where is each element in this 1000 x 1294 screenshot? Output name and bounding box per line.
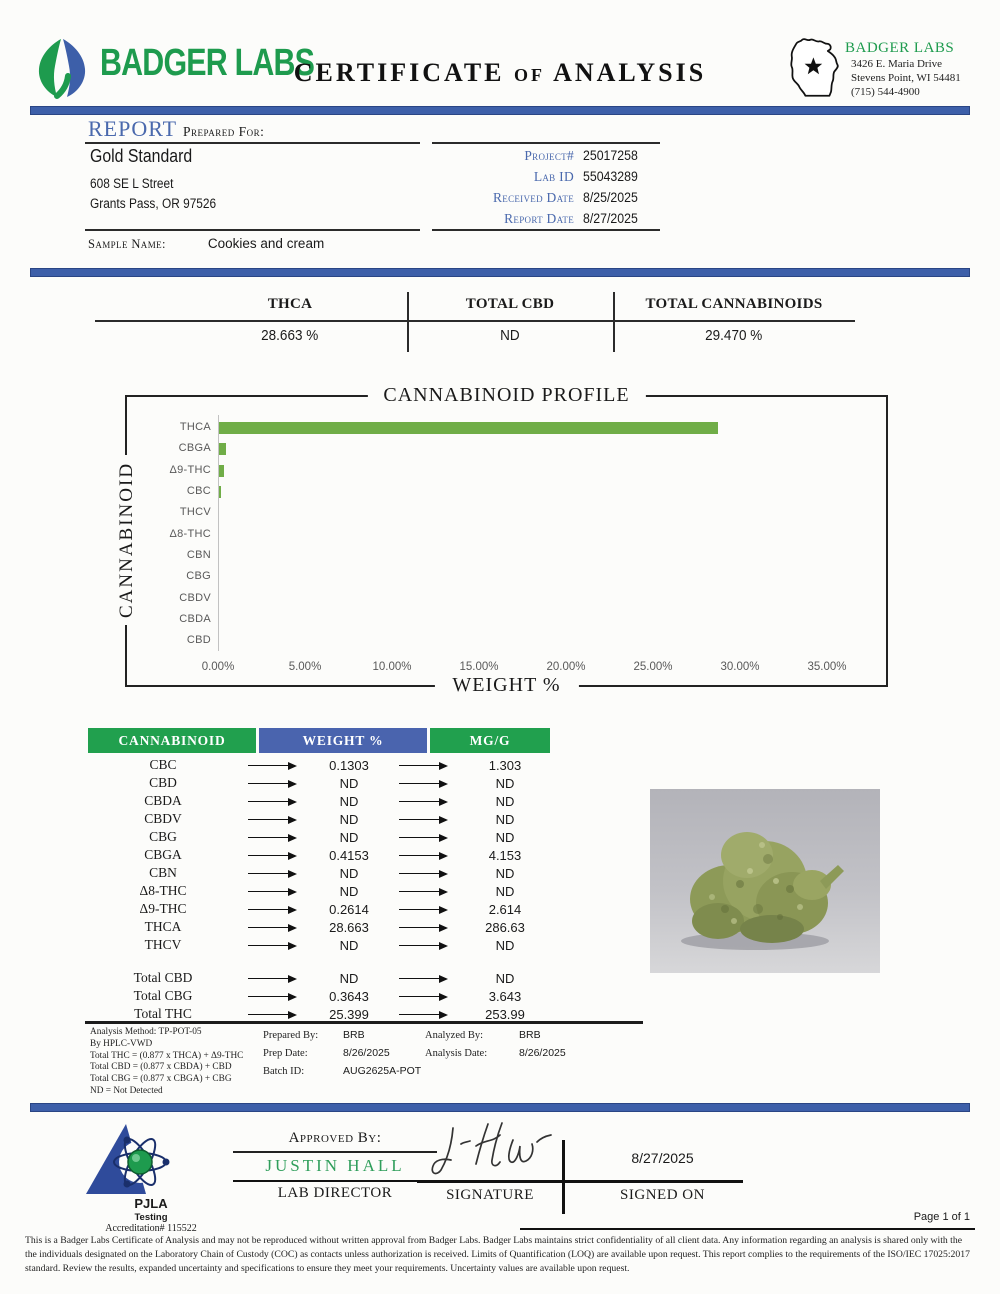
mgg-value: ND <box>495 937 515 953</box>
arrow-icon <box>399 945 446 946</box>
cannabinoid-profile-chart <box>116 383 888 696</box>
client-address-line1: 608 SE L Street <box>90 176 174 191</box>
logo-wordmark: BADGER LABS <box>100 42 315 84</box>
mgg-value: ND <box>495 775 515 791</box>
mgg-value: 2.614 <box>488 901 522 917</box>
sample-name-label: Sample Name: <box>88 237 166 251</box>
arrow-icon <box>248 1014 295 1015</box>
page-title: CERTIFICATE of ANALYSIS <box>293 58 707 87</box>
chart-category-label: CBG <box>186 570 211 583</box>
chart-category-label: CBD <box>186 634 211 647</box>
results-rows <box>88 756 550 954</box>
arrow-icon <box>399 801 446 802</box>
mgg-value: ND <box>495 793 515 809</box>
cannabinoid-name: CBN <box>149 865 177 880</box>
table-row <box>88 756 550 774</box>
mgg-value: ND <box>495 865 515 881</box>
field-label: Report Date <box>504 211 574 226</box>
rule <box>85 229 420 231</box>
method-note-line: Total CBD = (0.877 x CBDA) + CBD <box>90 1062 232 1073</box>
arrow-icon <box>399 996 446 997</box>
prepared-by-label: Prepared By: <box>263 1030 319 1041</box>
approved-by-label: Approved By: <box>288 1130 382 1146</box>
weight-value: ND <box>339 811 359 827</box>
lab-phone: (715) 544-4900 <box>851 86 920 98</box>
batch-id-row <box>263 1065 423 1083</box>
lab-address-line1: 3426 E. Maria Drive <box>851 58 943 70</box>
sample-name-row <box>88 235 324 253</box>
table-row <box>88 918 550 936</box>
report-heading-rest: Prepared For: <box>183 124 265 139</box>
arrow-icon <box>399 978 446 979</box>
column-header-weight: WEIGHT % <box>259 728 427 753</box>
arrow-icon <box>248 996 295 997</box>
analyzed-by-value: BRB <box>519 1029 541 1041</box>
rule <box>520 1228 975 1230</box>
lab-address-line2: Stevens Point, WI 54481 <box>851 72 961 84</box>
chart-x-tick-label: 5.00% <box>288 661 322 673</box>
field-label: Project# <box>524 148 574 163</box>
approver-title: LAB DIRECTOR <box>277 1185 393 1201</box>
mgg-value: ND <box>495 829 515 845</box>
disclaimer-text: This is a Badger Labs Certificate of Analysis and may not be reproduced without written approval from Badger Labs. Badger Labs maintains strict confidentiality of all client data. Any information regarding an analysis is shared only with the the individuals designated on the Laboratory Chain of Custody (COC) as contacts unless authorization is received. Limits of Quantification (LOQ) are available upon request. This report complies to the requirements of the ISO/IEC 17025:2017 standard. Review the results, expanded uncertainty and specifications to ensure they meet your requirements. Uncertainty values are available upon request. <box>25 1235 970 1274</box>
cannabinoid-name: CBD <box>149 775 177 790</box>
weight-value: ND <box>339 937 359 953</box>
chart-x-tick-label: 20.00% <box>546 661 586 673</box>
page-number: Page 1 of 1 <box>913 1211 970 1223</box>
method-note-line: Total THC = (0.877 x THCA) + Δ9-THC <box>90 1050 244 1061</box>
table-row <box>88 828 550 846</box>
chart-category-label: THCV <box>179 506 211 519</box>
signature-line <box>417 1180 743 1183</box>
chart-category-label: THCA <box>179 421 211 433</box>
chart-bar-THCA <box>219 422 718 434</box>
chart-category-label: CBDV <box>179 591 211 604</box>
chart-category-label: Δ8-THC <box>169 527 211 540</box>
approver-name: JUSTIN HALL <box>265 1155 405 1175</box>
divider-bar <box>30 106 970 115</box>
field-row-project <box>430 147 662 168</box>
lab-name: BADGER LABS <box>845 40 955 56</box>
accreditation-number: Accreditation# 115522 <box>105 1223 197 1234</box>
report-heading-word: REPORT <box>88 116 178 141</box>
cannabinoid-name: CBGA <box>144 847 182 862</box>
cannabinoid-name: Total CBD <box>133 970 193 985</box>
chart-x-tick-label: 15.00% <box>459 661 499 673</box>
cannabinoid-name: Δ8-THC <box>139 883 187 898</box>
mgg-value: 286.63 <box>485 919 525 935</box>
results-total-rows <box>88 969 550 1023</box>
field-value: 8/25/2025 <box>583 189 638 205</box>
method-note-line: Analysis Method: TP-POT-05 <box>90 1027 202 1037</box>
analysis-date-label: Analysis Date: <box>425 1048 488 1059</box>
rule <box>233 1151 437 1153</box>
report-fields <box>430 147 662 231</box>
method-note-line: By HPLC-VWD <box>90 1038 153 1049</box>
table-row <box>88 882 550 900</box>
analyzed-by-row <box>425 1029 615 1047</box>
cannabinoid-name: CBG <box>149 829 177 844</box>
prep-date-row <box>263 1047 423 1065</box>
arrow-icon <box>248 819 295 820</box>
signed-on-label: SIGNED ON <box>620 1187 705 1203</box>
wisconsin-state-icon <box>783 30 847 109</box>
table-row <box>88 810 550 828</box>
analysis-info-block <box>425 1029 615 1065</box>
badger-labs-leaf-logo-icon <box>30 36 94 105</box>
weight-value: 0.4153 <box>329 847 369 863</box>
cannabinoid-name: Total CBG <box>133 988 193 1003</box>
mgg-value: ND <box>495 811 515 827</box>
arrow-icon <box>248 891 295 892</box>
pjla-name: PJLA <box>134 1196 168 1211</box>
signed-on-date: 8/27/2025 <box>631 1150 694 1166</box>
chart-bar-Δ9-THC <box>219 465 224 477</box>
arrow-icon <box>248 765 295 766</box>
cannabinoid-name: Δ9-THC <box>139 901 187 916</box>
chart-x-tick-label: 0.00% <box>201 661 235 673</box>
rule-thick <box>233 1180 437 1183</box>
arrow-icon <box>399 927 446 928</box>
weight-value: 0.1303 <box>329 757 369 773</box>
summary-label-thca: THCA <box>267 296 313 312</box>
analysis-date-row <box>425 1047 615 1065</box>
cannabinoid-name: CBDV <box>144 811 182 826</box>
batch-id-label: Batch ID: <box>263 1066 305 1077</box>
divider-bar <box>30 268 970 277</box>
field-label: Lab ID <box>533 169 574 184</box>
chart-x-tick-label: 25.00% <box>633 661 673 673</box>
cannabinoid-name: THCA <box>144 919 182 934</box>
table-row <box>88 792 550 810</box>
table-row <box>88 900 550 918</box>
mgg-value: 4.153 <box>488 847 522 863</box>
mgg-value: ND <box>495 883 515 899</box>
prep-date-label: Prep Date: <box>263 1048 308 1059</box>
arrow-icon <box>248 801 295 802</box>
field-value: 25017258 <box>583 147 638 163</box>
chart-x-axis-label: WEIGHT % <box>434 674 578 697</box>
prepared-by-row <box>263 1029 423 1047</box>
chart-category-label: CBC <box>186 484 211 497</box>
cannabinoid-name: CBC <box>149 757 177 772</box>
column-header-mgg: MG/G <box>430 728 550 753</box>
signature-label: SIGNATURE <box>446 1187 534 1203</box>
weight-value: 0.3643 <box>329 988 369 1004</box>
prepared-by-value: BRB <box>343 1029 365 1041</box>
arrow-icon <box>248 873 295 874</box>
weight-value: ND <box>339 865 359 881</box>
column-header-cannabinoid: CANNABINOID <box>88 728 256 753</box>
arrow-icon <box>399 1014 446 1015</box>
table-row <box>88 846 550 864</box>
client-name: Gold Standard <box>90 146 193 166</box>
mgg-value: 1.303 <box>488 757 522 773</box>
arrow-icon <box>399 765 446 766</box>
analyzed-by-label: Analyzed By: <box>425 1030 484 1041</box>
arrow-icon <box>399 909 446 910</box>
pjla-accreditation-logo-icon <box>78 1118 218 1203</box>
weight-value: 25.399 <box>329 1006 369 1022</box>
weight-value: ND <box>339 793 359 809</box>
mgg-value: 253.99 <box>485 1006 525 1022</box>
results-table-header <box>88 728 550 753</box>
table-row <box>88 936 550 954</box>
lab-address-block <box>845 40 995 99</box>
table-row <box>88 987 550 1005</box>
chart-border-right <box>886 395 888 687</box>
arrow-icon <box>248 855 295 856</box>
results-table <box>88 728 550 1023</box>
weight-value: 28.663 <box>329 919 369 935</box>
divider <box>407 292 409 352</box>
table-row <box>88 774 550 792</box>
field-row-received-date <box>430 189 662 210</box>
table-row <box>88 864 550 882</box>
divider-bar <box>30 1103 970 1112</box>
summary-value-total-cannabinoids: 29.470 % <box>705 327 763 344</box>
rule <box>85 142 420 144</box>
cannabinoid-name: THCV <box>144 937 182 952</box>
arrow-icon <box>399 891 446 892</box>
analysis-method-notes <box>90 1027 270 1098</box>
arrow-icon <box>248 927 295 928</box>
mgg-value: ND <box>495 970 515 986</box>
arrow-icon <box>248 837 295 838</box>
prep-info-block <box>263 1029 423 1083</box>
field-label: Received Date <box>492 190 574 205</box>
approved-by-block <box>233 1130 437 1202</box>
field-value: 55043289 <box>583 168 638 184</box>
chart-x-tick-label: 35.00% <box>807 661 847 673</box>
analysis-date-value: 8/26/2025 <box>519 1047 566 1059</box>
weight-value: 0.2614 <box>329 901 369 917</box>
prep-date-value: 8/26/2025 <box>343 1047 390 1059</box>
field-row-report-date <box>430 210 662 231</box>
summary-value-total-cbd: ND <box>500 327 520 344</box>
signature-handwriting <box>425 1120 565 1185</box>
arrow-icon <box>399 855 446 856</box>
rule <box>432 142 660 144</box>
summary-label-total-cbd: TOTAL CBD <box>465 296 555 312</box>
weight-value: ND <box>339 775 359 791</box>
client-address-line2: Grants Pass, OR 97526 <box>90 196 217 211</box>
arrow-icon <box>399 873 446 874</box>
client-block <box>90 146 390 214</box>
rule-thick <box>85 1021 643 1024</box>
divider <box>562 1140 565 1214</box>
chart-title: CANNABINOID PROFILE <box>367 384 645 407</box>
batch-id-value: AUG2625A-POT <box>343 1065 422 1077</box>
weight-value: ND <box>339 883 359 899</box>
cannabinoid-name: Total THC <box>134 1006 192 1021</box>
table-row <box>88 969 550 987</box>
rule <box>432 229 660 231</box>
field-value: 8/27/2025 <box>583 210 638 226</box>
chart-category-label: CBGA <box>178 442 211 455</box>
summary-value-thca: 28.663 % <box>261 327 319 344</box>
cannabinoid-name: CBDA <box>144 793 182 808</box>
chart-y-axis-label: CANNABINOID <box>115 455 139 625</box>
sample-name-value: Cookies and cream <box>207 236 325 251</box>
arrow-icon <box>399 819 446 820</box>
field-row-lab-id <box>430 168 662 189</box>
chart-x-tick-label: 30.00% <box>720 661 760 673</box>
mgg-value: 3.643 <box>488 988 522 1004</box>
chart-bar-CBC <box>219 486 221 498</box>
arrow-icon <box>248 909 295 910</box>
weight-value: ND <box>339 970 359 986</box>
sample-photo <box>650 789 880 973</box>
rule <box>95 320 855 322</box>
arrow-icon <box>248 945 295 946</box>
weight-value: ND <box>339 829 359 845</box>
chart-category-label: CBDA <box>179 612 211 625</box>
arrow-icon <box>399 837 446 838</box>
chart-category-label: Δ9-THC <box>169 463 211 476</box>
arrow-icon <box>248 978 295 979</box>
summary-label-total-cannabinoids: TOTAL CANNABINOIDS <box>645 296 823 312</box>
pjla-testing-label: Testing <box>134 1212 168 1223</box>
method-note-line: ND = Not Detected <box>90 1085 163 1096</box>
arrow-icon <box>248 783 295 784</box>
method-note-line: Total CBG = (0.877 x CBGA) + CBG <box>90 1074 232 1085</box>
arrow-icon <box>399 783 446 784</box>
report-heading <box>88 116 264 142</box>
chart-category-label: CBN <box>186 548 211 561</box>
chart-bar-CBGA <box>219 443 226 455</box>
chart-x-tick-label: 10.00% <box>372 661 412 673</box>
